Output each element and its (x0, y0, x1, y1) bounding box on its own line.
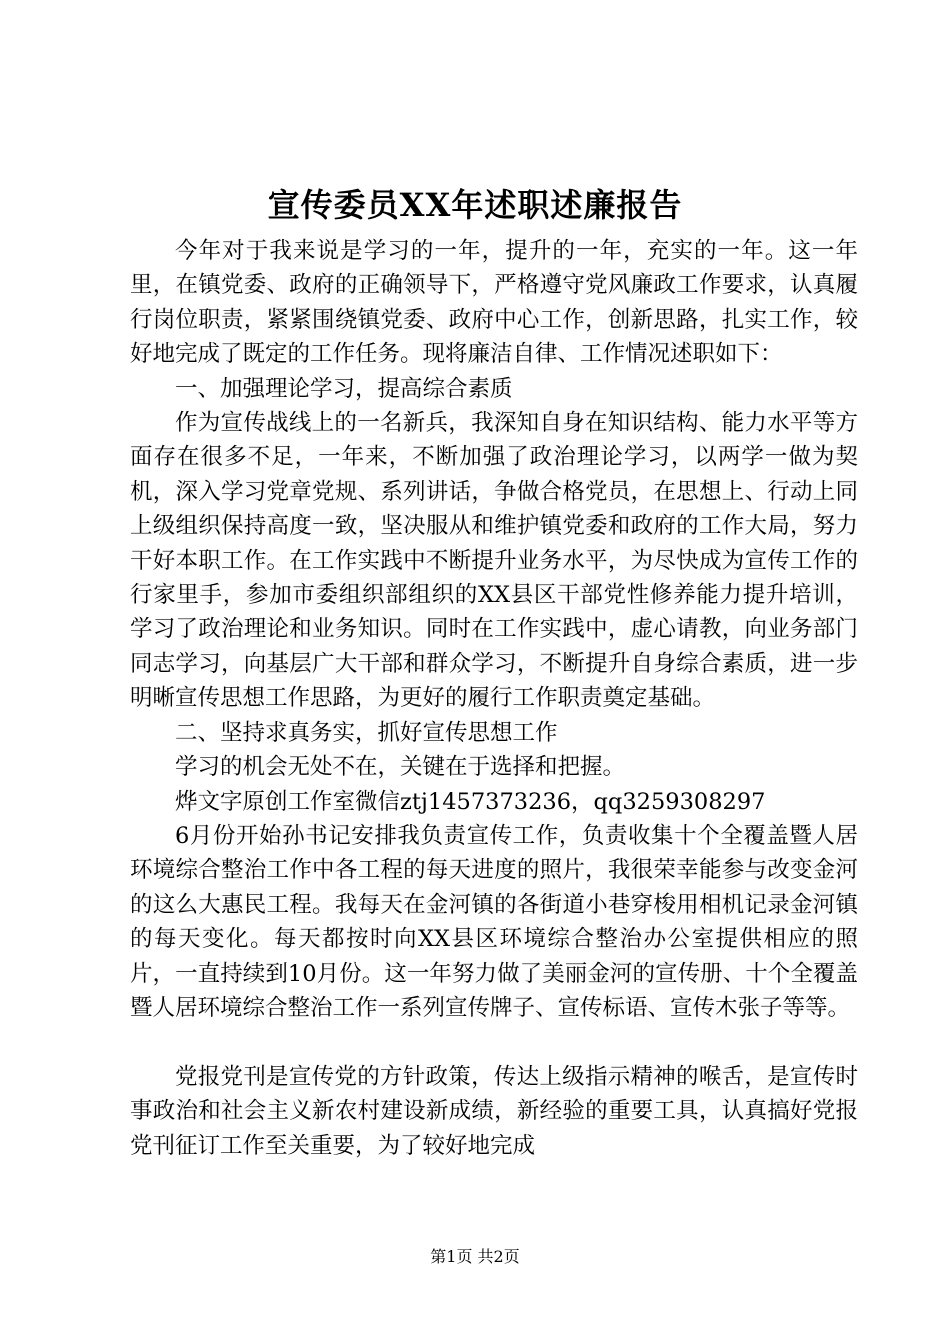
paragraph-intro: 今年对于我来说是学习的一年，提升的一年，充实的一年。这一年里，在镇党委、政府的正确领导下，严格遵守党风廉政工作要求，认真履行岗位职责，紧紧围绕镇党委、政府中心工作，创新思路，扎实工作，较好地完成了既定的工作任务。现将廉洁自律、工作情况述职如下： (130, 238, 858, 368)
page-footer: 第1页 共2页 (430, 1247, 520, 1266)
section-heading-2: 二、坚持求真务实，抓好宣传思想工作 (175, 719, 558, 746)
document-body (130, 234, 858, 1163)
paragraph-propaganda-work: 6月份开始孙书记安排我负责宣传工作，负责收集十个全覆盖暨人居环境综合整治工作中各工程的每天进度的照片，我很荣幸能参与改变金河的这么大惠民工程。我每天在金河镇的各街道小巷穿梭用相机记录金河镇的每天变化。每天都按时向XX县区环境综合整治办公室提供相应的照片，一直持续到10月份。这一年努力做了美丽金河的宣传册、十个全覆盖暨人居环境综合整治工作一系列宣传牌子、宣传标语、宣传木张子等等。 (130, 822, 858, 1021)
document-title: 宣传委员XX年述职述廉报告 (267, 186, 683, 224)
paragraph-theory-study: 作为宣传战线上的一名新兵，我深知自身在知识结构、能力水平等方面存在很多不足，一年来，不断加强了政治理论学习，以两学一做为契机，深入学习党章党规、系列讲话，争做合格党员，在思想上、行动上同上级组织保持高度一致，坚决服从和维护镇党委和政府的工作大局，努力干好本职工作。在工作实践中不断提升业务水平，为尽快成为宣传工作的行家里手，参加市委组织部组织的XX县区干部党性修养能力提升培训，学习了政治理论和业务知识。同时在工作实践中，虚心请教，向业务部门同志学习，向基层广大干部和群众学习，不断提升自身综合素质，进一步明晰宣传思想工作思路，为更好的履行工作职责奠定基础。 (130, 410, 858, 712)
paragraph-watermark-contact: 烨文字原创工作室微信ztj1457373236，qq3259308297 (175, 788, 766, 815)
paragraph-opportunity: 学习的机会无处不在，关键在于选择和把握。 (175, 754, 626, 781)
blank-line (130, 1025, 858, 1059)
section-heading-1: 一、加强理论学习，提高综合素质 (175, 375, 513, 402)
paragraph-party-newspaper: 党报党刊是宣传党的方针政策，传达上级指示精神的喉舌，是宣传时事政治和社会主义新农村建设新成绩，新经验的重要工具，认真搞好党报党刊征订工作至关重要，为了较好地完成 (130, 1063, 858, 1159)
